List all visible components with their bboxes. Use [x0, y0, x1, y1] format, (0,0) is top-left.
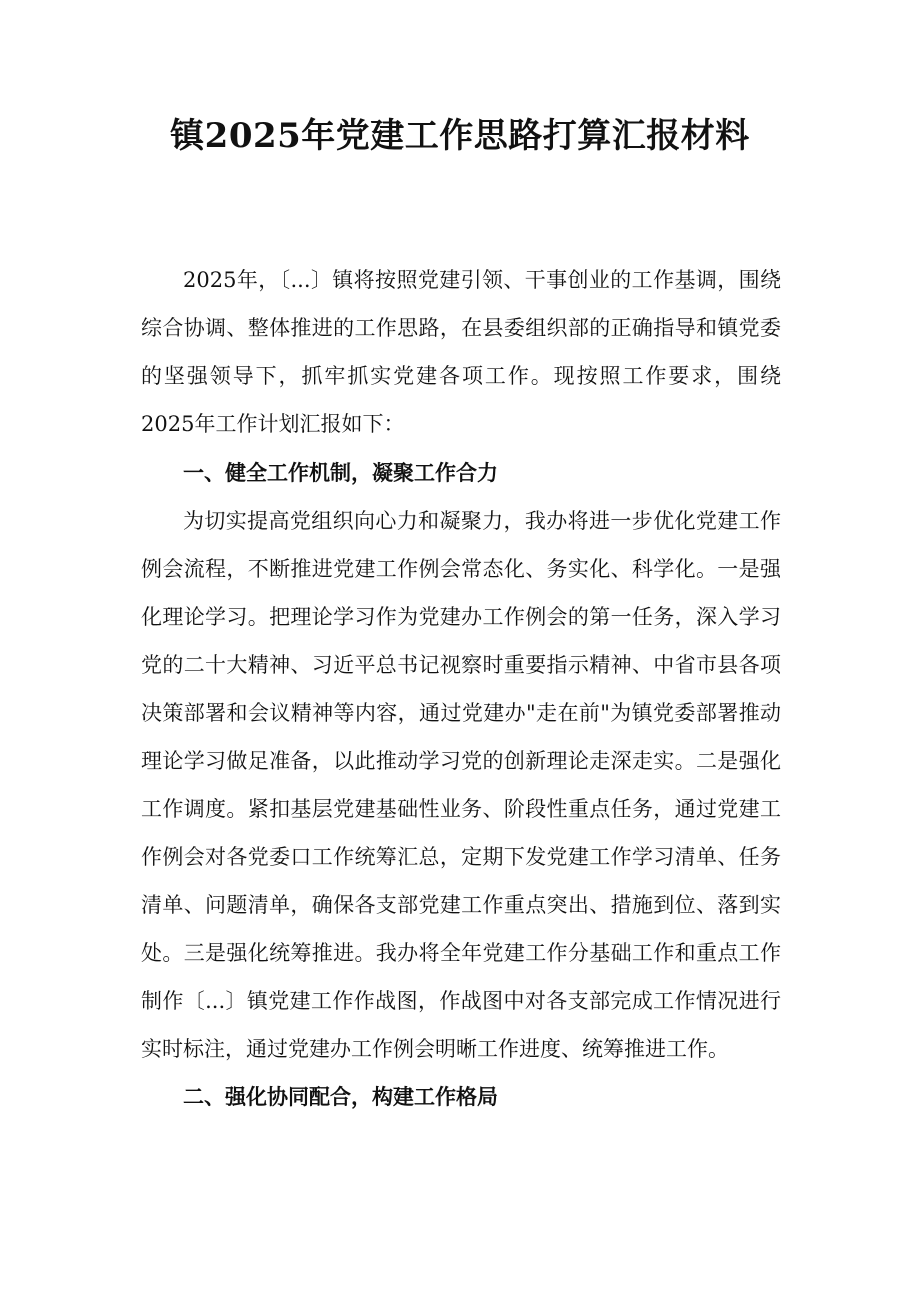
- document-title: 镇2025年党建工作思路打算汇报材料: [170, 116, 750, 156]
- intro-paragraph: 2025年，〔...〕镇将按照党建引领、干事创业的工作基调，围绕综合协调、整体推进的工作思路，在县委组织部的正确指导和镇党委的坚强领导下，抓牢抓实党建各项工作。现按照工作要求，围绕2025年工作计划汇报如下：: [141, 268, 781, 436]
- section-heading-1: 一、健全工作机制，凝聚工作合力: [183, 461, 498, 485]
- section-1-body: 为切实提高党组织向心力和凝聚力，我办将进一步优化党建工作例会流程，不断推进党建工作例会常态化、务实化、科学化。一是强化理论学习。把理论学习作为党建办工作例会的第一任务，深入学习党的二十大精神、习近平总书记视察时重要指示精神、中省市县各项决策部署和会议精神等内容，通过党建办"走在前"为镇党委部署推动理论学习做足准备，以此推动学习党的创新理论走深走实。二是强化工作调度。紧扣基层党建基础性业务、阶段性重点任务，通过党建工作例会对各党委口工作统筹汇总，定期下发党建工作学习清单、任务清单、问题清单，确保各支部党建工作重点突出、措施到位、落到实处。三是强化统筹推进。我办将全年党建工作分基础工作和重点工作制作〔...〕镇党建工作作战图，作战图中对各支部完成工作情况进行实时标注，通过党建办工作例会明晰工作进度、统筹推进工作。: [141, 509, 781, 1061]
- section-heading-2: 二、强化协同配合，构建工作格局: [183, 1085, 498, 1109]
